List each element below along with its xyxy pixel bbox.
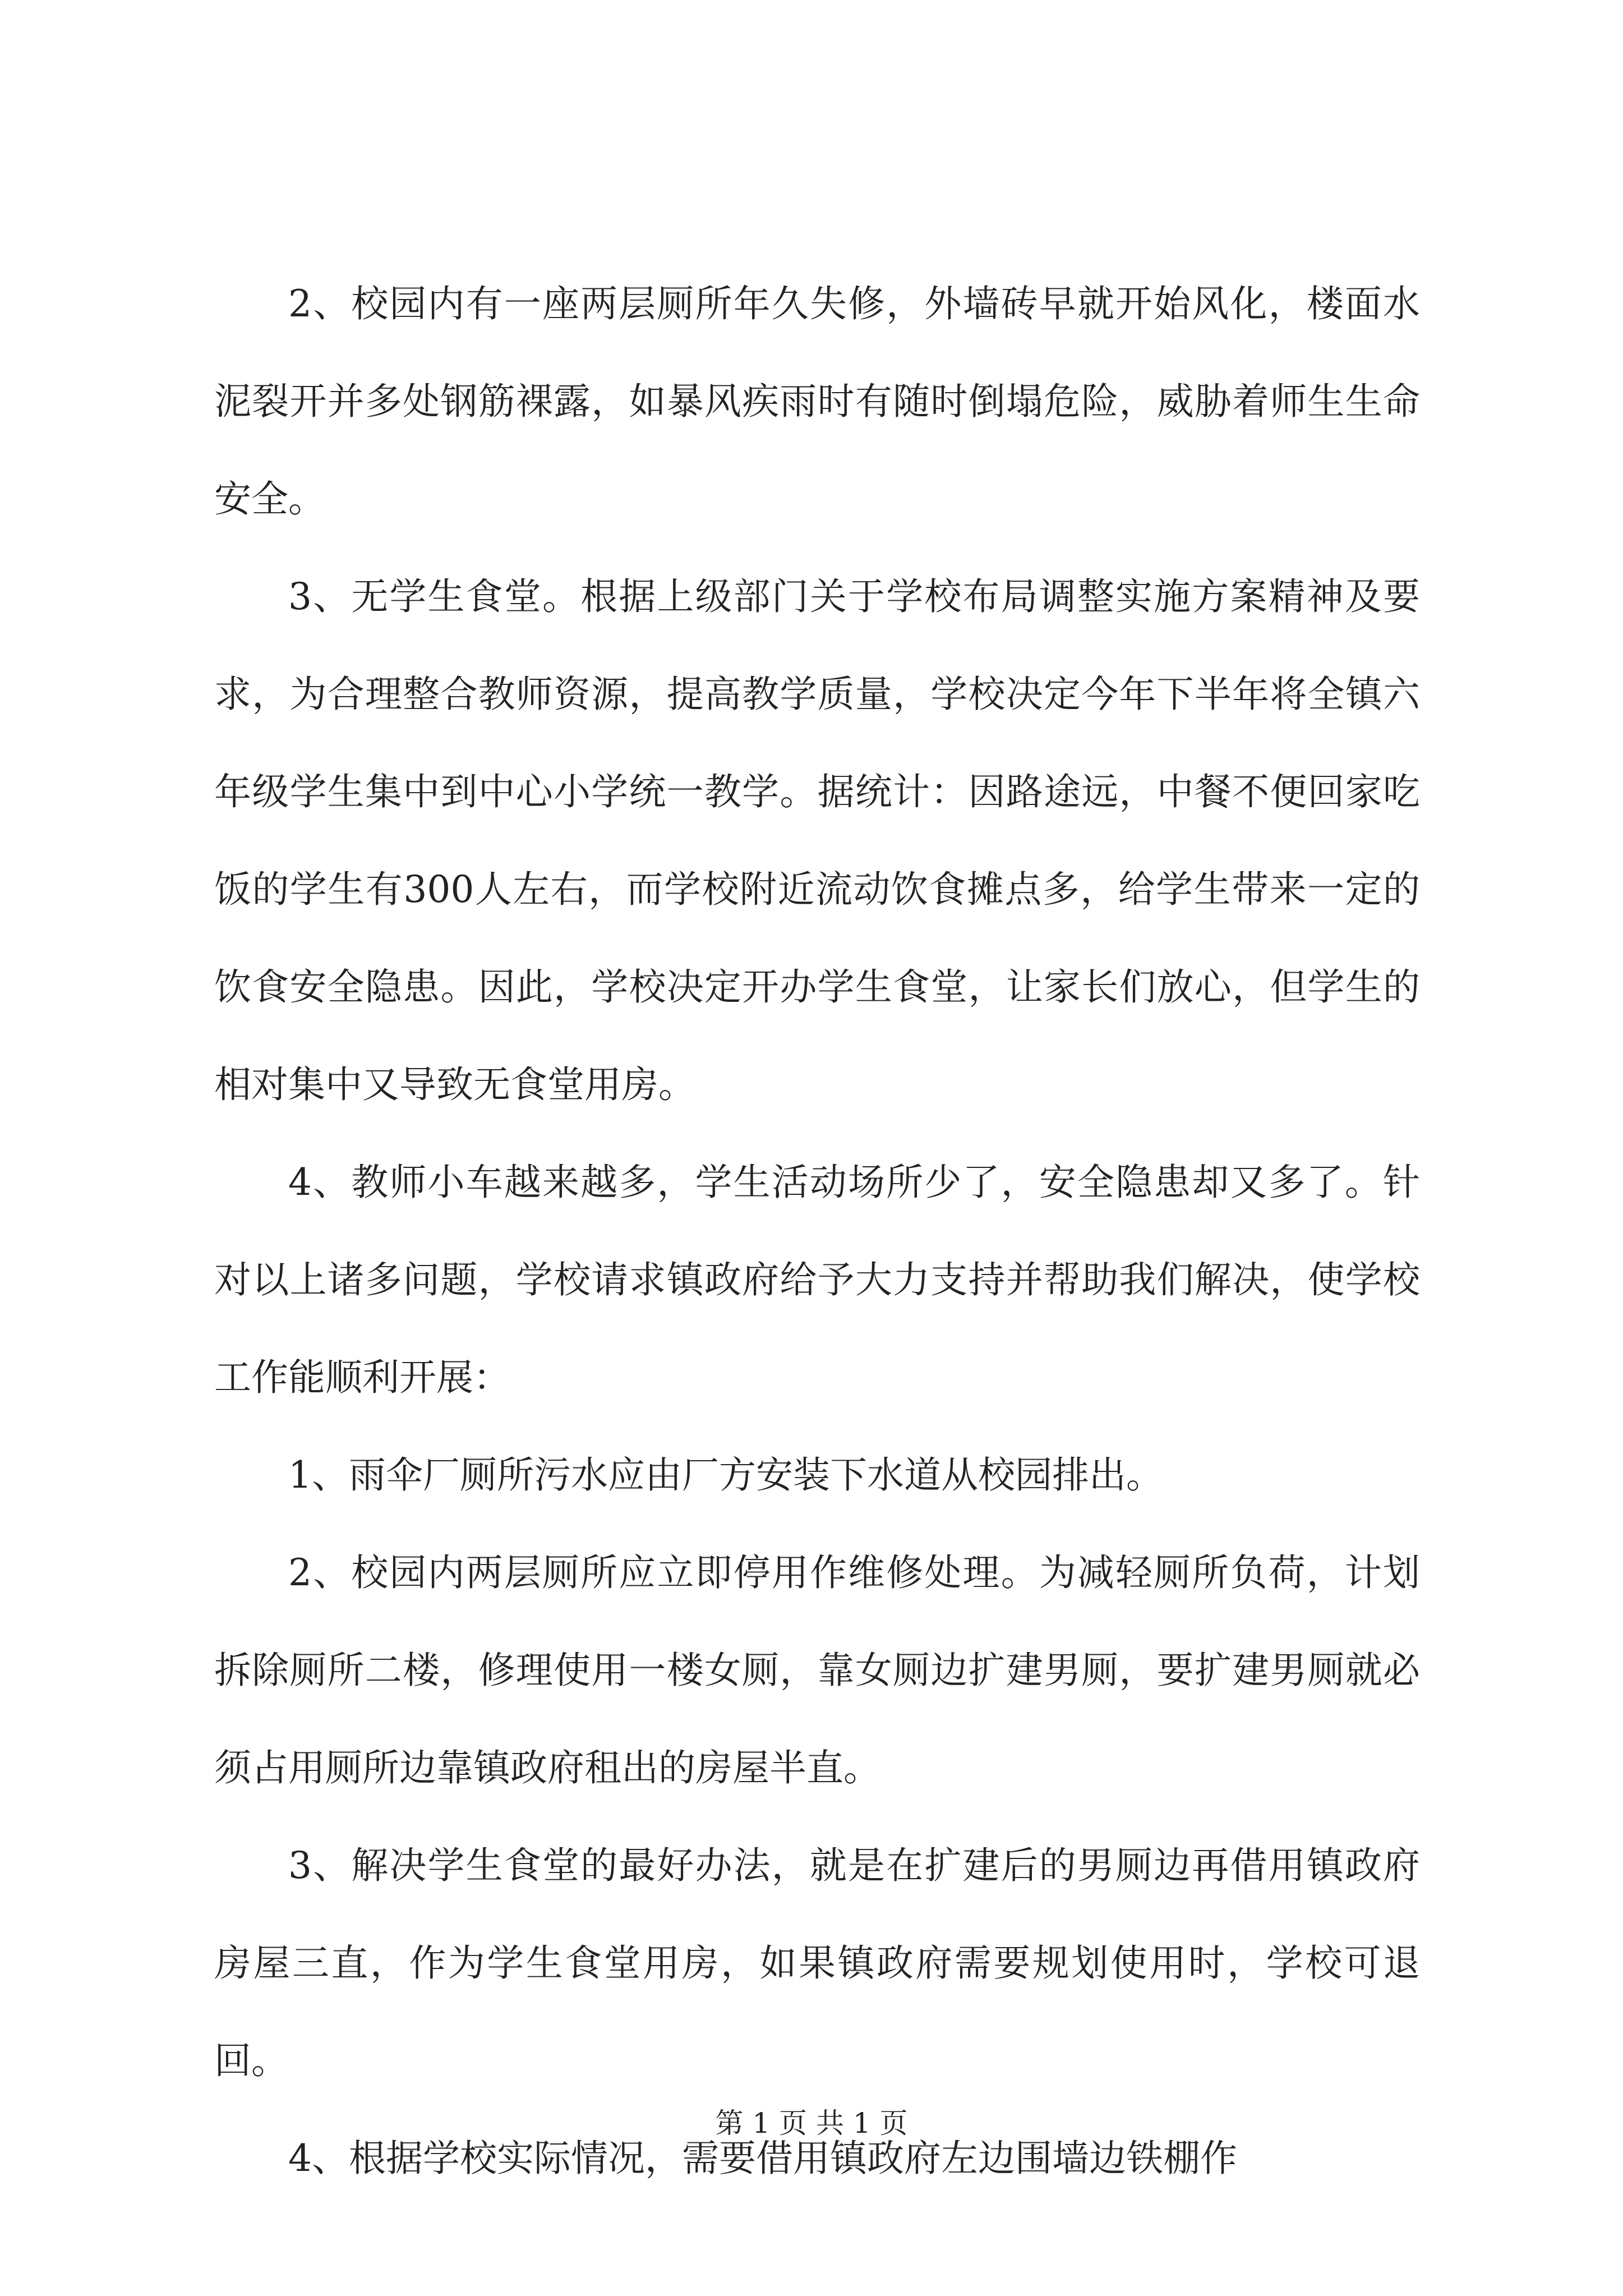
- paragraph-toilet-disrepair: 2、校园内有一座两层厕所年久失修，外墙砖早就开始风化，楼面水泥裂开并多处钢筋裸露，如暴风疾雨时有随时倒塌危险，威胁着师生生命安全。: [214, 282, 1420, 521]
- document-body: [214, 255, 1420, 2207]
- paragraph-teacher-cars: 4、教师小车越来越多，学生活动场所少了，安全隐患却又多了。针对以上诸多问题，学校请求镇政府给予大力支持并帮助我们解决，使学校工作能顺利开展：: [214, 1161, 1420, 1399]
- paragraph-no-canteen: 3、无学生食堂。根据上级部门关于学校布局调整实施方案精神及要求，为合理整合教师资源，提高教学质量，学校决定今年下半年将全镇六年级学生集中到中心小学统一教学。据统计：因路途远，中餐不便回家吃饭的学生有300人左右，而学校附近流动饮食摊点多，给学生带来一定的饮食安全隐患。因此，学校决定开办学生食堂，让家长们放心，但学生的相对集中又导致无食堂用房。: [214, 575, 1420, 1106]
- paragraph-request-sewage: 1、雨伞厂厕所污水应由厂方安装下水道从校园排出。: [288, 1453, 1163, 1497]
- paragraph-request-iron-shed: 4、根据学校实际情况，需要借用镇政府左边围墙边铁棚作: [288, 2137, 1237, 2180]
- paragraph-request-canteen-housing: 3、解决学生食堂的最好办法，就是在扩建后的男厕边再借用镇政府房屋三直，作为学生食堂用房，如果镇政府需要规划使用时，学校可退回。: [214, 1844, 1420, 2082]
- page-footer: 第 1 页 共 1 页: [715, 2107, 908, 2139]
- paragraph-request-toilet-repair: 2、校园内两层厕所应立即停用作维修处理。为减轻厕所负荷，计划拆除厕所二楼，修理使用一楼女厕，靠女厕边扩建男厕，要扩建男厕就必须占用厕所边靠镇政府租出的房屋半直。: [214, 1551, 1420, 1789]
